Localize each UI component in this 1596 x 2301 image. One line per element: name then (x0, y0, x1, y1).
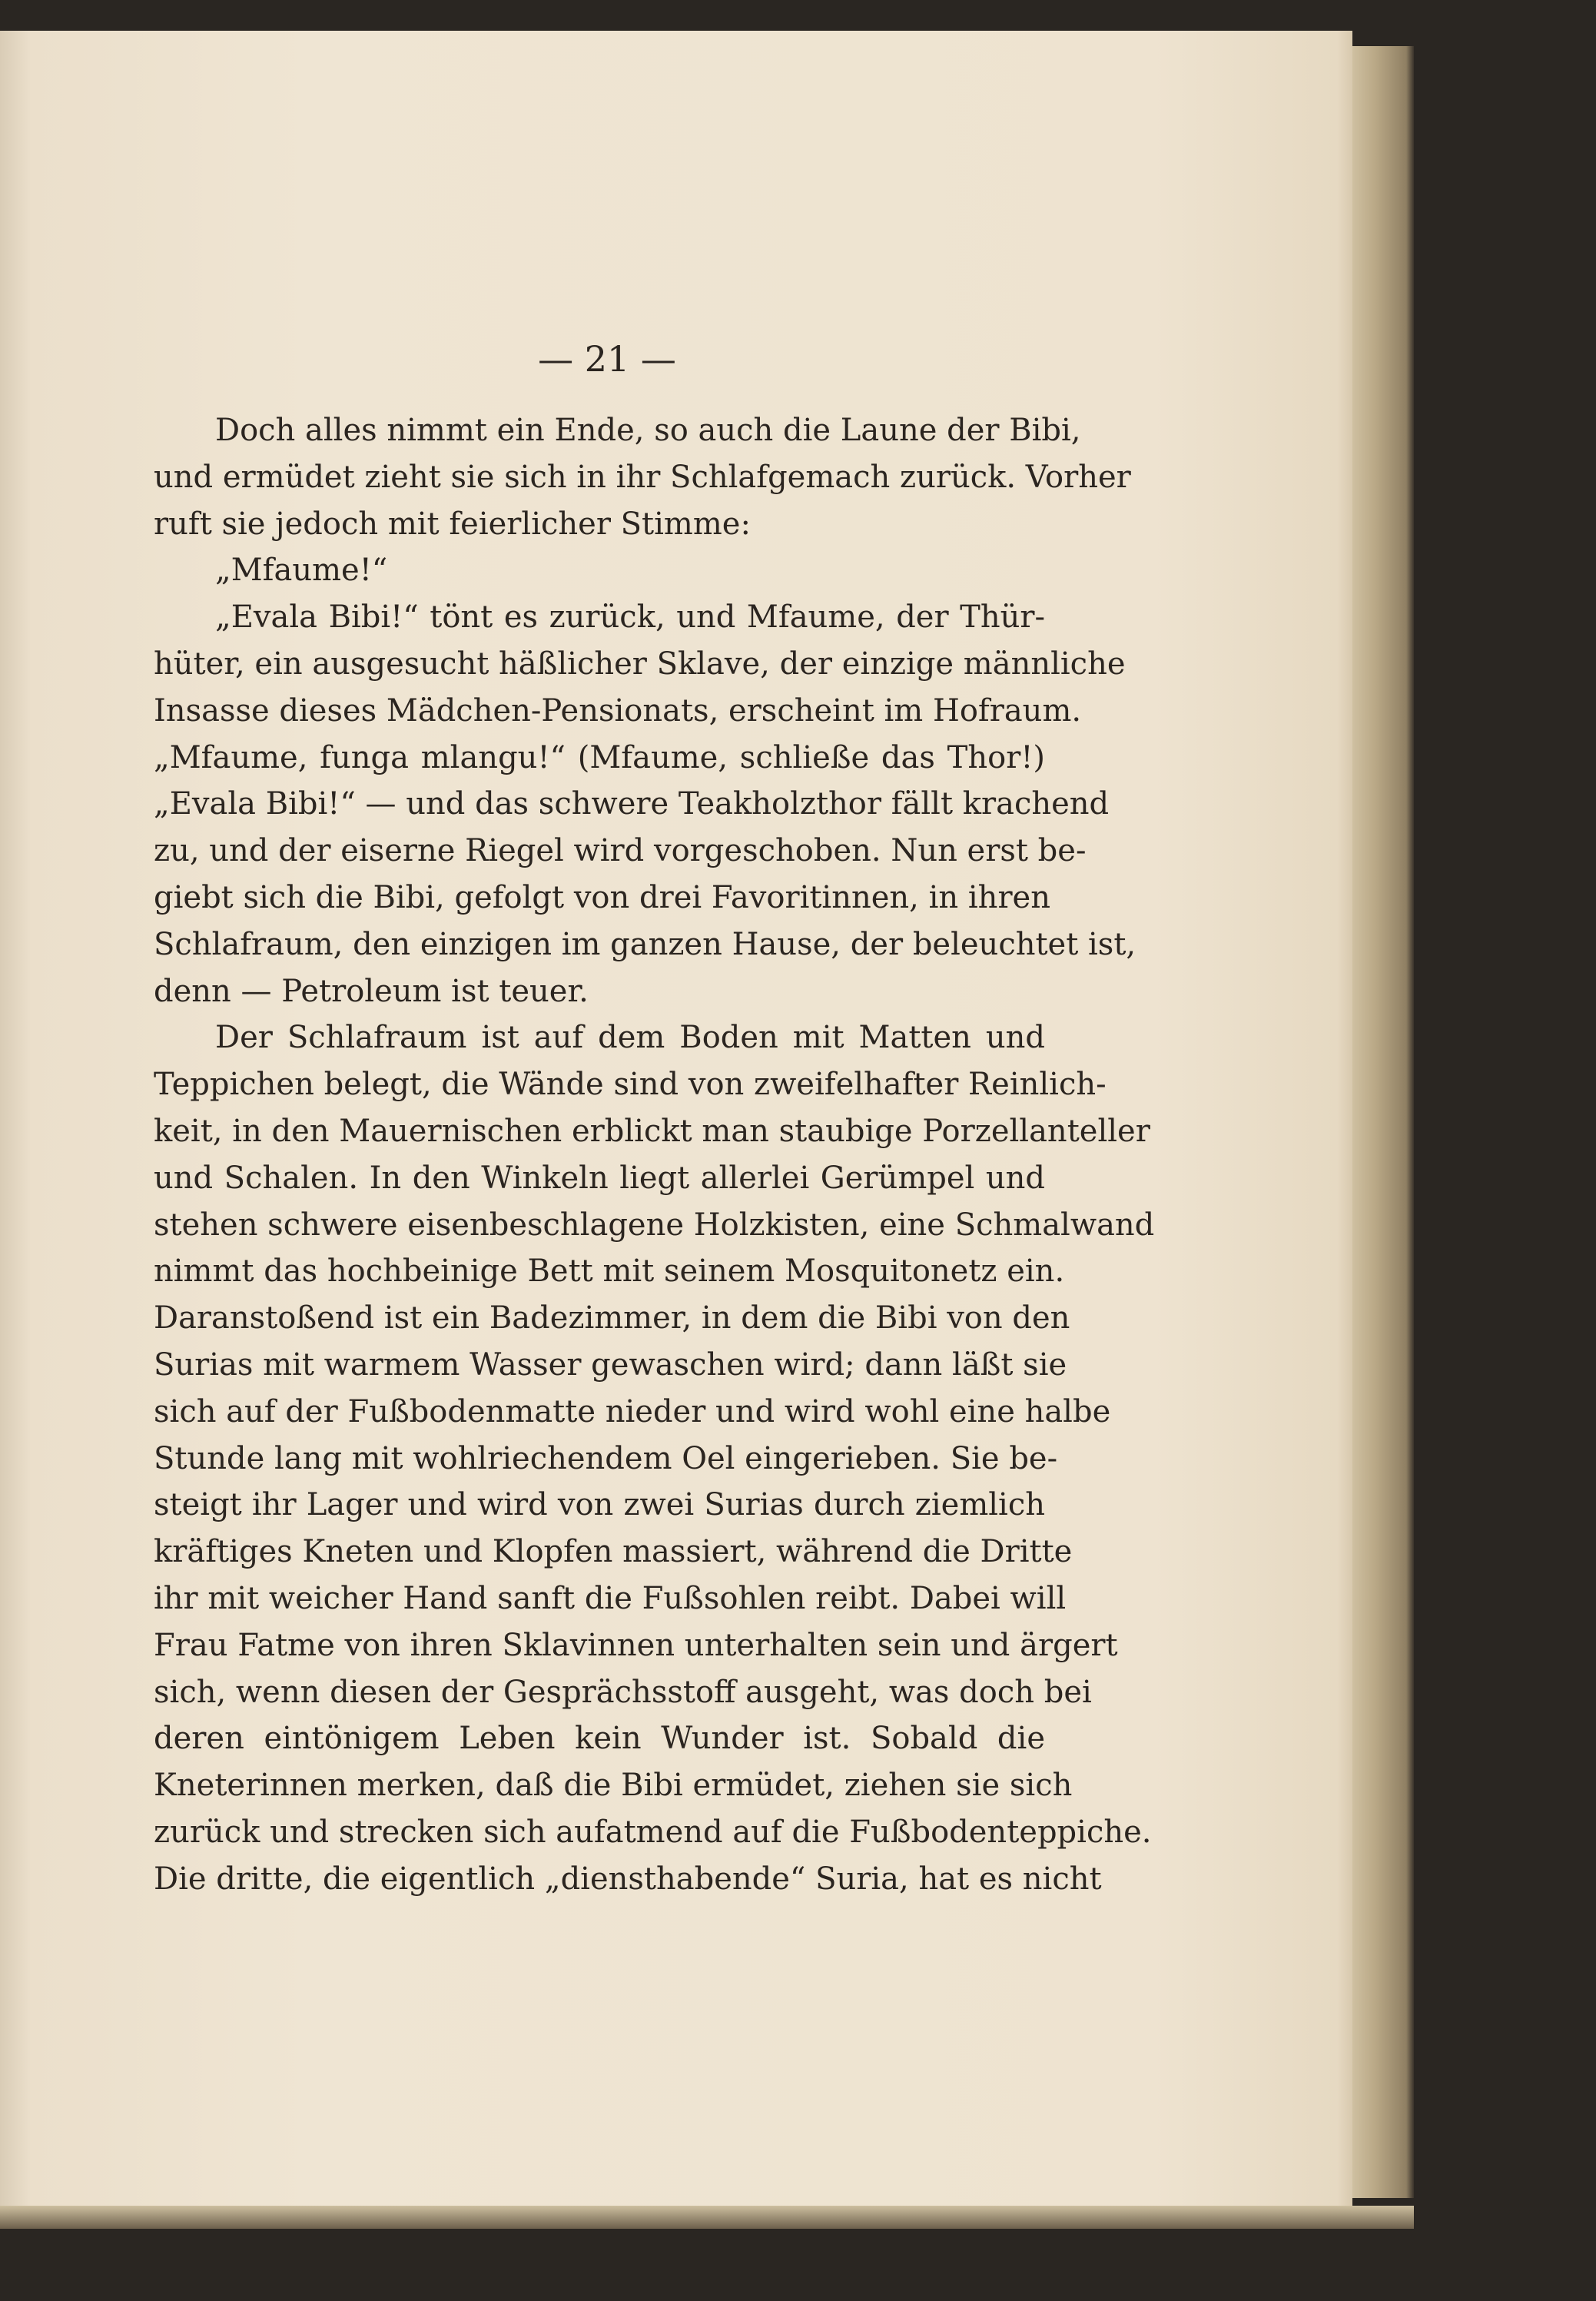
text-line: zu, und der eiserne Riegel wird vorgeschoben. Nun erst be- (154, 833, 1087, 869)
text-line: Insasse dieses Mädchen-Pensionats, erscheint im Hofraum. (154, 692, 1082, 729)
book-cover-bottom (0, 2206, 1414, 2229)
text-line: hüter, ein ausgesucht häßlicher Sklave, der einzige männliche (154, 646, 1126, 682)
text-line: denn — Petroleum ist teuer. (154, 973, 589, 1009)
text-line: keit, in den Mauernischen erblickt man staubige Porzellanteller (154, 1113, 1150, 1149)
text-line: Frau Fatme von ihren Sklavinnen unterhalten sein und ärgert (154, 1627, 1118, 1663)
text-line: und Schalen. In den Winkeln liegt allerlei Gerümpel und (154, 1160, 1045, 1196)
text-line: Kneterinnen merken, daß die Bibi ermüdet, ziehen sie sich (154, 1768, 1073, 1804)
page-stack-edge (1352, 46, 1414, 2198)
text-line: sich, wenn diesen der Gesprächsstoff ausgeht, was doch bei (154, 1674, 1092, 1710)
text-line: deren eintönigem Leben kein Wunder ist. Sobald die (154, 1721, 1045, 1757)
text-line: „Evala Bibi!“ tönt es zurück, und Mfaume, der Thür- (215, 599, 1045, 636)
text-line: Schlafraum, den einzigen im ganzen Hause, der beleuchtet ist, (154, 926, 1136, 962)
text-line: ihr mit weicher Hand sanft die Fußsohlen reibt. Dabei will (154, 1580, 1067, 1616)
text-line: Stunde lang mit wohlriechendem Oel eingerieben. Sie be- (154, 1440, 1058, 1476)
book-page (0, 31, 1352, 2217)
text-line: ruft sie jedoch mit feierlicher Stimme: (154, 506, 751, 542)
text-line: stehen schwere eisenbeschlagene Holzkisten, eine Schmalwand (154, 1207, 1155, 1243)
text-line: giebt sich die Bibi, gefolgt von drei Favoritinnen, in ihren (154, 879, 1050, 915)
text-line: „Evala Bibi!“ — und das schwere Teakholzthor fällt krachend (154, 786, 1110, 822)
text-line: Der Schlafraum ist auf dem Boden mit Matten und (215, 1020, 1045, 1056)
text-line: sich auf der Fußbodenmatte nieder und wird wohl eine halbe (154, 1393, 1111, 1429)
page-number: — 21 — (538, 338, 676, 380)
text-line: „Mfaume!“ (215, 553, 388, 589)
body-text (154, 407, 1155, 1903)
text-line: zurück und strecken sich aufatmend auf die Fußbodenteppiche. (154, 1814, 1152, 1850)
text-line: Die dritte, die eigentlich „diensthabende“ Suria, hat es nicht (154, 1861, 1102, 1897)
text-line: Doch alles nimmt ein Ende, so auch die Laune der Bibi, (215, 413, 1081, 448)
text-line: nimmt das hochbeinige Bett mit seinem Mosquitonetz ein. (154, 1253, 1065, 1290)
text-line: steigt ihr Lager und wird von zwei Surias durch ziemlich (154, 1487, 1045, 1523)
text-line: und ermüdet zieht sie sich in ihr Schlafgemach zurück. Vorher (154, 459, 1131, 495)
text-line: Surias mit warmem Wasser gewaschen wird; dann läßt sie (154, 1346, 1067, 1383)
text-line: Daranstoßend ist ein Badezimmer, in dem die Bibi von den (154, 1300, 1070, 1336)
text-line: kräftiges Kneten und Klopfen massiert, während die Dritte (154, 1534, 1073, 1570)
text-line: „Mfaume, funga mlangu!“ (Mfaume, schließe das Thor!) (154, 739, 1045, 775)
text-line: Teppichen belegt, die Wände sind von zweifelhafter Reinlich- (154, 1067, 1107, 1103)
